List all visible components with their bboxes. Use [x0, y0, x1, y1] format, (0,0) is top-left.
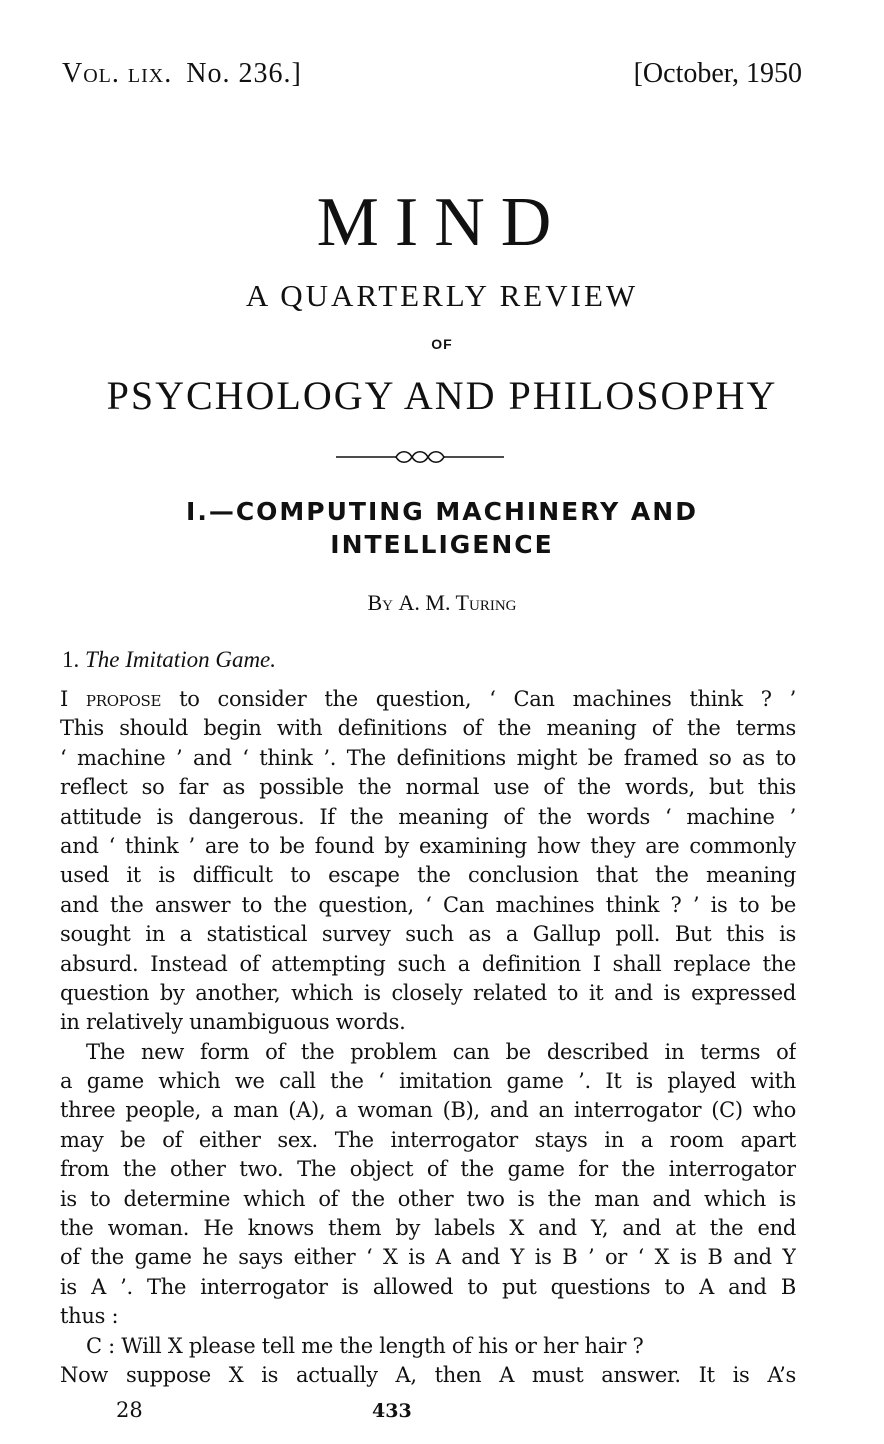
journal-field: PSYCHOLOGY AND PHILOSOPHY — [106, 373, 778, 418]
text-line: absurd. Instead of attempting such a definition I shall replace the — [60, 951, 796, 976]
volume-number: Vol. lix. No. 236.] — [62, 58, 302, 89]
section-heading — [62, 647, 276, 673]
text-line: This should begin with definitions of the meaning of the terms — [60, 716, 796, 741]
text-line: the woman. He knows them by labels X and Y, and at the end — [60, 1216, 796, 1241]
running-header — [62, 58, 802, 98]
byline — [0, 590, 884, 616]
issue-number: No. 236.] — [186, 58, 302, 89]
text-line: Now suppose X is actually A, then A must answer. It is A’s — [60, 1362, 796, 1387]
text-line: and the answer to the question, ‘ Can machines think ? ’ is to be — [60, 892, 796, 917]
text-line: thus : — [60, 1304, 119, 1329]
article-title-line: I.—COMPUTING MACHINERY AND — [186, 497, 698, 526]
page-footer — [0, 1398, 884, 1428]
journal-title: MIND — [316, 184, 568, 261]
text-line: sought in a statistical survey such as a Gallup poll. But this is — [60, 922, 796, 947]
journal-of: OF — [431, 336, 453, 352]
ornament-divider-icon — [336, 447, 504, 467]
text-line: is to determine which of the other two is the man and which is — [60, 1186, 796, 1211]
issue-date: [October, 1950 — [633, 58, 802, 89]
text-line: I propose to consider the question, ‘ Can machines think ? ’ — [60, 687, 796, 711]
section-title: The Imitation Game. — [85, 647, 277, 672]
text-line: reflect so far as possible the normal use of the words, but this — [60, 775, 796, 800]
text-line: question by another, which is closely related to it and is expressed — [60, 980, 796, 1005]
text-line: ‘ machine ’ and ‘ think ’. The definitions might be framed so as to — [60, 745, 796, 770]
article-title — [0, 495, 884, 561]
text-line: may be of either sex. The interrogator stays in a room apart — [60, 1127, 796, 1152]
text-line: of the game he says either ‘ X is A and Y is B ’ or ‘ X is B and Y — [60, 1245, 796, 1270]
text-line: a game which we call the ‘ imitation game ’. It is played with — [60, 1069, 796, 1094]
signature-mark: 28 — [116, 1398, 143, 1422]
section-number: 1. — [62, 647, 80, 672]
article-title-line: INTELLIGENCE — [330, 530, 554, 559]
text-line: in relatively unambiguous words. — [60, 1010, 406, 1035]
text-line: The new form of the problem can be described in terms of — [86, 1039, 796, 1064]
text-line: used it is difficult to escape the conclusion that the meaning — [60, 863, 796, 888]
page-number: 433 — [372, 1400, 412, 1422]
lead-in: I propose — [60, 687, 162, 711]
dialogue-line: C : Will X please tell me the length of his or her hair ? — [86, 1333, 644, 1358]
text-line: and ‘ think ’ are to be found by examining how they are commonly — [60, 833, 796, 858]
byline-author: A. M. Turing — [398, 590, 517, 615]
text-line: attitude is dangerous. If the meaning of the words ‘ machine ’ — [60, 804, 796, 829]
text-line: from the other two. The object of the game for the interrogator — [60, 1157, 796, 1182]
journal-subtitle: A QUARTERLY REVIEW — [245, 278, 639, 313]
text-line: three people, a man (A), a woman (B), and an interrogator (C) who — [60, 1098, 796, 1123]
text-line: is A ’. The interrogator is allowed to put questions to A and B — [60, 1274, 796, 1299]
byline-prefix: By — [367, 590, 393, 615]
article-body — [60, 685, 796, 1390]
